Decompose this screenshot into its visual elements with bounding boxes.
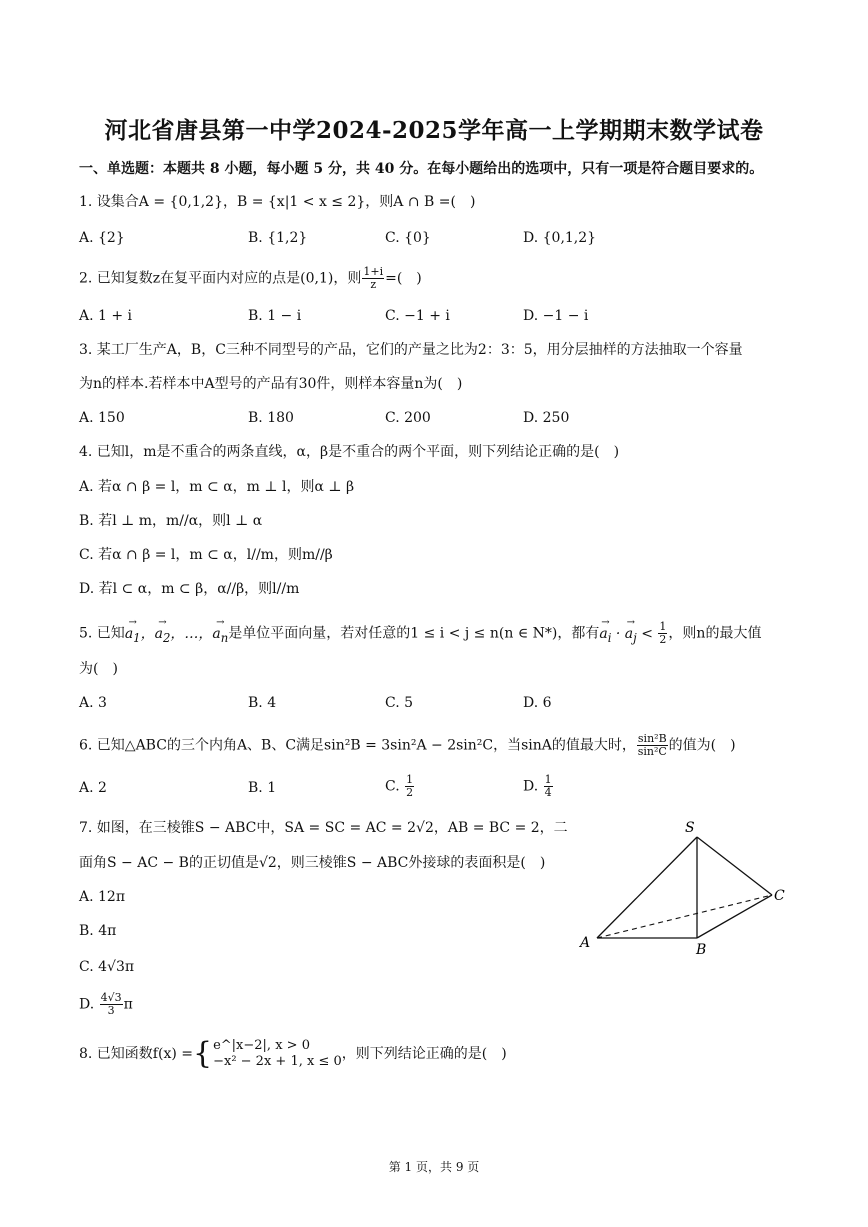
- question-1-stem: 1. 设集合A = {0,1,2}，B = {x|1 < x ≤ 2}，则A ∩ B =( ): [79, 194, 476, 210]
- q6-d-den: 4: [544, 786, 552, 799]
- question-2-stem: [79, 266, 422, 291]
- q7-option-d-label: D.: [79, 996, 95, 1013]
- label-a: A: [580, 935, 591, 951]
- q7-option-a: A. 12π: [79, 889, 126, 905]
- edge-ac-hidden: [597, 895, 772, 938]
- q6-frac-num: sin²B: [637, 732, 667, 745]
- q5-option-c: C. 5: [385, 695, 414, 711]
- q3-option-a: A. 150: [79, 410, 125, 426]
- q6-option-c: [385, 774, 415, 799]
- q6-stem-post: 的值为( ): [668, 737, 736, 754]
- question-7-line2: 面角S − AC − B的正切值是√2，则三棱锥S − ABC外接球的表面积是( ): [79, 855, 546, 871]
- q2-option-c: C. −1 + i: [385, 308, 450, 324]
- q4-option-a: A. 若α ∩ β = l，m ⊂ α，m ⊥ l，则α ⊥ β: [79, 479, 355, 495]
- question-8-stem: [79, 1038, 507, 1070]
- label-s: S: [685, 820, 695, 836]
- q1-option-b: B. {1,2}: [248, 230, 308, 246]
- q6-option-c-fraction: [405, 774, 414, 799]
- q7-d-den: 3: [107, 1004, 115, 1017]
- q3-option-c: C. 200: [385, 410, 431, 426]
- q6-frac-den: sin²C: [637, 745, 667, 758]
- question-3-line2: 为n的样本.若样本中A型号的产品有30件，则样本容量n为( ): [79, 376, 463, 392]
- q6-c-den: 2: [406, 786, 414, 799]
- q6-option-d-label: D.: [523, 778, 539, 795]
- q5-half-fraction: $\frac{1}{2}$: [659, 620, 667, 646]
- q8-case1: e^|x−2|, x > 0: [213, 1038, 310, 1053]
- q2-frac-den: z: [370, 278, 377, 291]
- q6-stem-pre: 6. 已知△ABC的三个内角A、B、C满足sin²B = 3sin²A − 2sin²C，当sinA的值最大时，: [79, 737, 636, 754]
- q2-frac-num: 1+i: [363, 265, 384, 278]
- q8-case2: −x² − 2x + 1, x ≤ 0: [213, 1054, 342, 1069]
- q8-cases: [213, 1038, 342, 1070]
- q2-stem-pre: 2. 已知复数z在复平面内对应的点是(0,1)，则: [79, 270, 362, 287]
- q8-stem-pre: 8. 已知函数f(x) =: [79, 1046, 193, 1062]
- q1-option-d: D. {0,1,2}: [523, 230, 597, 246]
- q5-vectors: → $a_1$，→ $a_2$，…，→ $a_n$: [125, 626, 228, 642]
- page-footer: 第 1 页，共 9 页: [388, 1160, 480, 1174]
- question-5-line1: [79, 621, 761, 647]
- q7-option-c: C. 4√3π: [79, 959, 135, 975]
- q6-fraction: [637, 733, 668, 758]
- edge-bc: [697, 895, 772, 938]
- page-title: 河北省唐县第一中学2024-2025学年高一上学期期末数学试卷: [104, 117, 764, 144]
- q2-fraction: [362, 266, 384, 291]
- q6-option-d: [523, 774, 554, 799]
- question-7-line1: 7. 如图，在三棱锥S − ABC中，SA = SC = AC = 2√2，AB = BC = 2，二: [79, 820, 568, 836]
- q6-option-c-label: C.: [385, 778, 400, 795]
- q6-c-num: 1: [406, 773, 414, 786]
- q5-text-b: 是单位平面向量，若对任意的1 ≤ i < j ≤ n(n ∈ N*)，都有: [228, 625, 600, 642]
- q7-d-num: 4√3: [100, 991, 122, 1004]
- edge-sa: [597, 837, 697, 938]
- q5-option-d: D. 6: [523, 695, 552, 711]
- q7-option-b: B. 4π: [79, 923, 117, 939]
- q5-dot-product: → $a_i$ · → $a_j$ <: [599, 626, 657, 642]
- q7-d-post: π: [123, 996, 133, 1013]
- q2-option-b: B. 1 − i: [248, 308, 302, 324]
- q2-option-a: A. 1 + i: [79, 308, 133, 324]
- q2-option-d: D. −1 − i: [523, 308, 589, 324]
- pyramid-figure: [575, 815, 815, 960]
- question-4-stem: 4. 已知l，m是不重合的两条直线，α，β是不重合的两个平面，则下列结论正确的是( ): [79, 444, 620, 460]
- q2-stem-post: =( ): [385, 270, 422, 287]
- q5-option-a: A. 3: [79, 695, 107, 711]
- q1-option-a: A. {2}: [79, 230, 125, 246]
- q7-option-d: [79, 992, 133, 1017]
- q6-option-a: A. 2: [79, 780, 107, 796]
- q4-option-d: D. 若l ⊂ α，m ⊂ β，α//β，则l//m: [79, 581, 300, 597]
- q8-brace: {: [193, 1036, 213, 1071]
- q5-text-a: 5. 已知: [79, 625, 125, 642]
- q3-option-b: B. 180: [248, 410, 294, 426]
- q5-option-b: B. 4: [248, 695, 277, 711]
- q6-d-num: 1: [544, 773, 552, 786]
- label-c: C: [774, 888, 785, 904]
- q8-stem-post: ，则下列结论正确的是( ): [341, 1046, 507, 1062]
- edge-sc: [697, 837, 772, 895]
- q7-option-d-fraction: [100, 992, 123, 1017]
- q6-option-d-fraction: [544, 774, 553, 799]
- q1-option-c: C. {0}: [385, 230, 431, 246]
- section-heading: 一、单选题：本题共 8 小题，每小题 5 分，共 40 分。在每小题给出的选项中，只有一项是符合题目要求的。: [79, 161, 764, 177]
- question-3-line1: 3. 某工厂生产A，B，C三种不同型号的产品，它们的产量之比为2：3：5，用分层抽样的方法抽取一个容量: [79, 342, 743, 358]
- q4-option-c: C. 若α ∩ β = l，m ⊂ α，l//m，则m//β: [79, 547, 333, 563]
- q3-option-d: D. 250: [523, 410, 570, 426]
- label-b: B: [696, 942, 707, 958]
- question-5-line2: 为( ): [79, 661, 118, 677]
- q6-option-b: B. 1: [248, 780, 277, 796]
- q5-text-c: ，则n的最大值: [668, 625, 762, 642]
- q4-option-b: B. 若l ⊥ m，m//α，则l ⊥ α: [79, 513, 263, 529]
- question-6-stem: [79, 733, 736, 758]
